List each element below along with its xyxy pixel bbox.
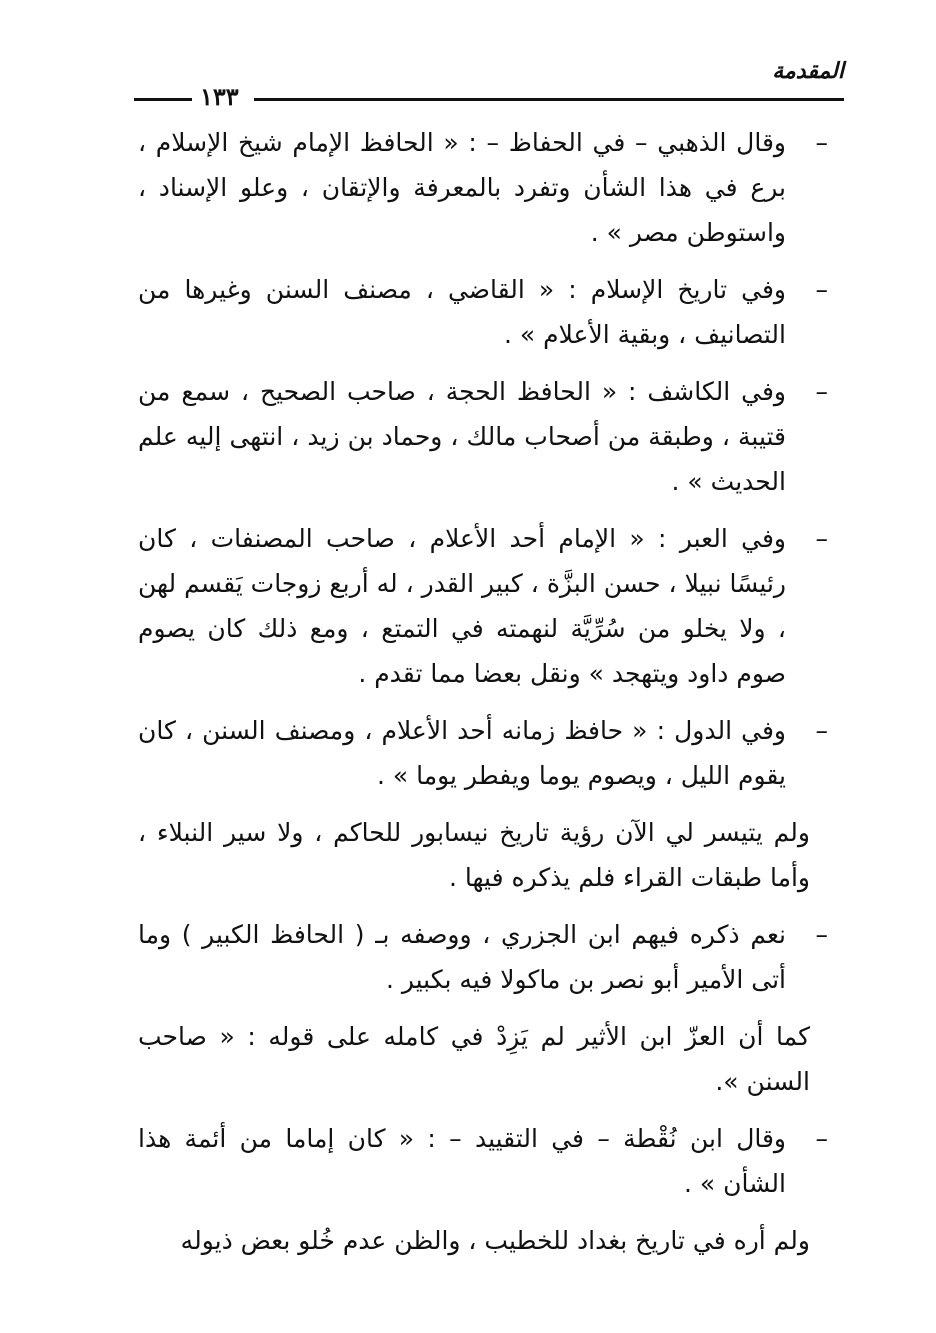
header-rule [134,82,844,111]
paragraph-nishapur: ولم يتيسر لي الآن رؤية تاريخ نيسابور للحاكم ، ولا سير النبلاء ، وأما طبقات القراء فلم يذكره فيها . [138,818,810,892]
paragraph-duwal: – وفي الدول : « حافظ زمانه أحد الأعلام ، ومصنف السنن ، كان يقوم الليل ، ويصوم يوما ويفطر يوما » . [138,708,810,798]
paragraph-ibn-athir: كما أن العزّ ابن الأثير لم يَزِدْ في كامله على قوله : « صاحب السنن ». [138,1022,810,1096]
running-header-title: المقدمة [772,58,844,84]
paragraph-baghdad: ولم أره في تاريخ بغداد للخطيب ، والظن عدم خُلو بعض ذيوله [180,1226,810,1255]
paragraph-ibn-jazari: – نعم ذكره فيهم ابن الجزري ، ووصفه بـ ( الحافظ الكبير ) وما أتى الأمير أبو نصر بن ماكولا فيه بكبير . [138,912,810,1002]
page-number: ١٣٣ [200,82,239,111]
header-rule-left [134,98,192,101]
paragraph-dhahabi-huffaz: – وقال الذهبي – في الحفاظ – : « الحافظ الإمام شيخ الإسلام ، برع في هذا الشأن وتفرد بالمعرفة والإتقان ، وعلو الإسناد ، واستوطن مصر » . [138,120,810,255]
header-rule-right [254,98,844,101]
paragraph-ibar: – وفي العبر : « الإمام أحد الأعلام ، صاحب المصنفات ، كان رئيسًا نبيلا ، حسن البزَّة ، كبير القدر ، له أربع زوجات يَقسم لهن ، ولا يخلو من سُرِّيَّة لنهمته في التمتع ، ومع ذلك كان يصوم صوم داود ويتهجد » ونقل بعضا مما تقدم . [138,516,810,696]
paragraph-ibn-nuqta: – وقال ابن نُقْطة – في التقييد – : « كان إماما من أئمة هذا الشأن » . [138,1116,810,1206]
paragraph-tarikh-islam: – وفي تاريخ الإسلام : « القاضي ، مصنف السنن وغيرها من التصانيف ، وبقية الأعلام » . [138,267,810,357]
paragraph-kashif: – وفي الكاشف : « الحافظ الحجة ، صاحب الصحيح ، سمع من قتيبة ، وطبقة من أصحاب مالك ، وحماد بن زيد ، انتهى إليه علم الحديث » . [138,369,810,504]
page-body [138,120,810,1275]
